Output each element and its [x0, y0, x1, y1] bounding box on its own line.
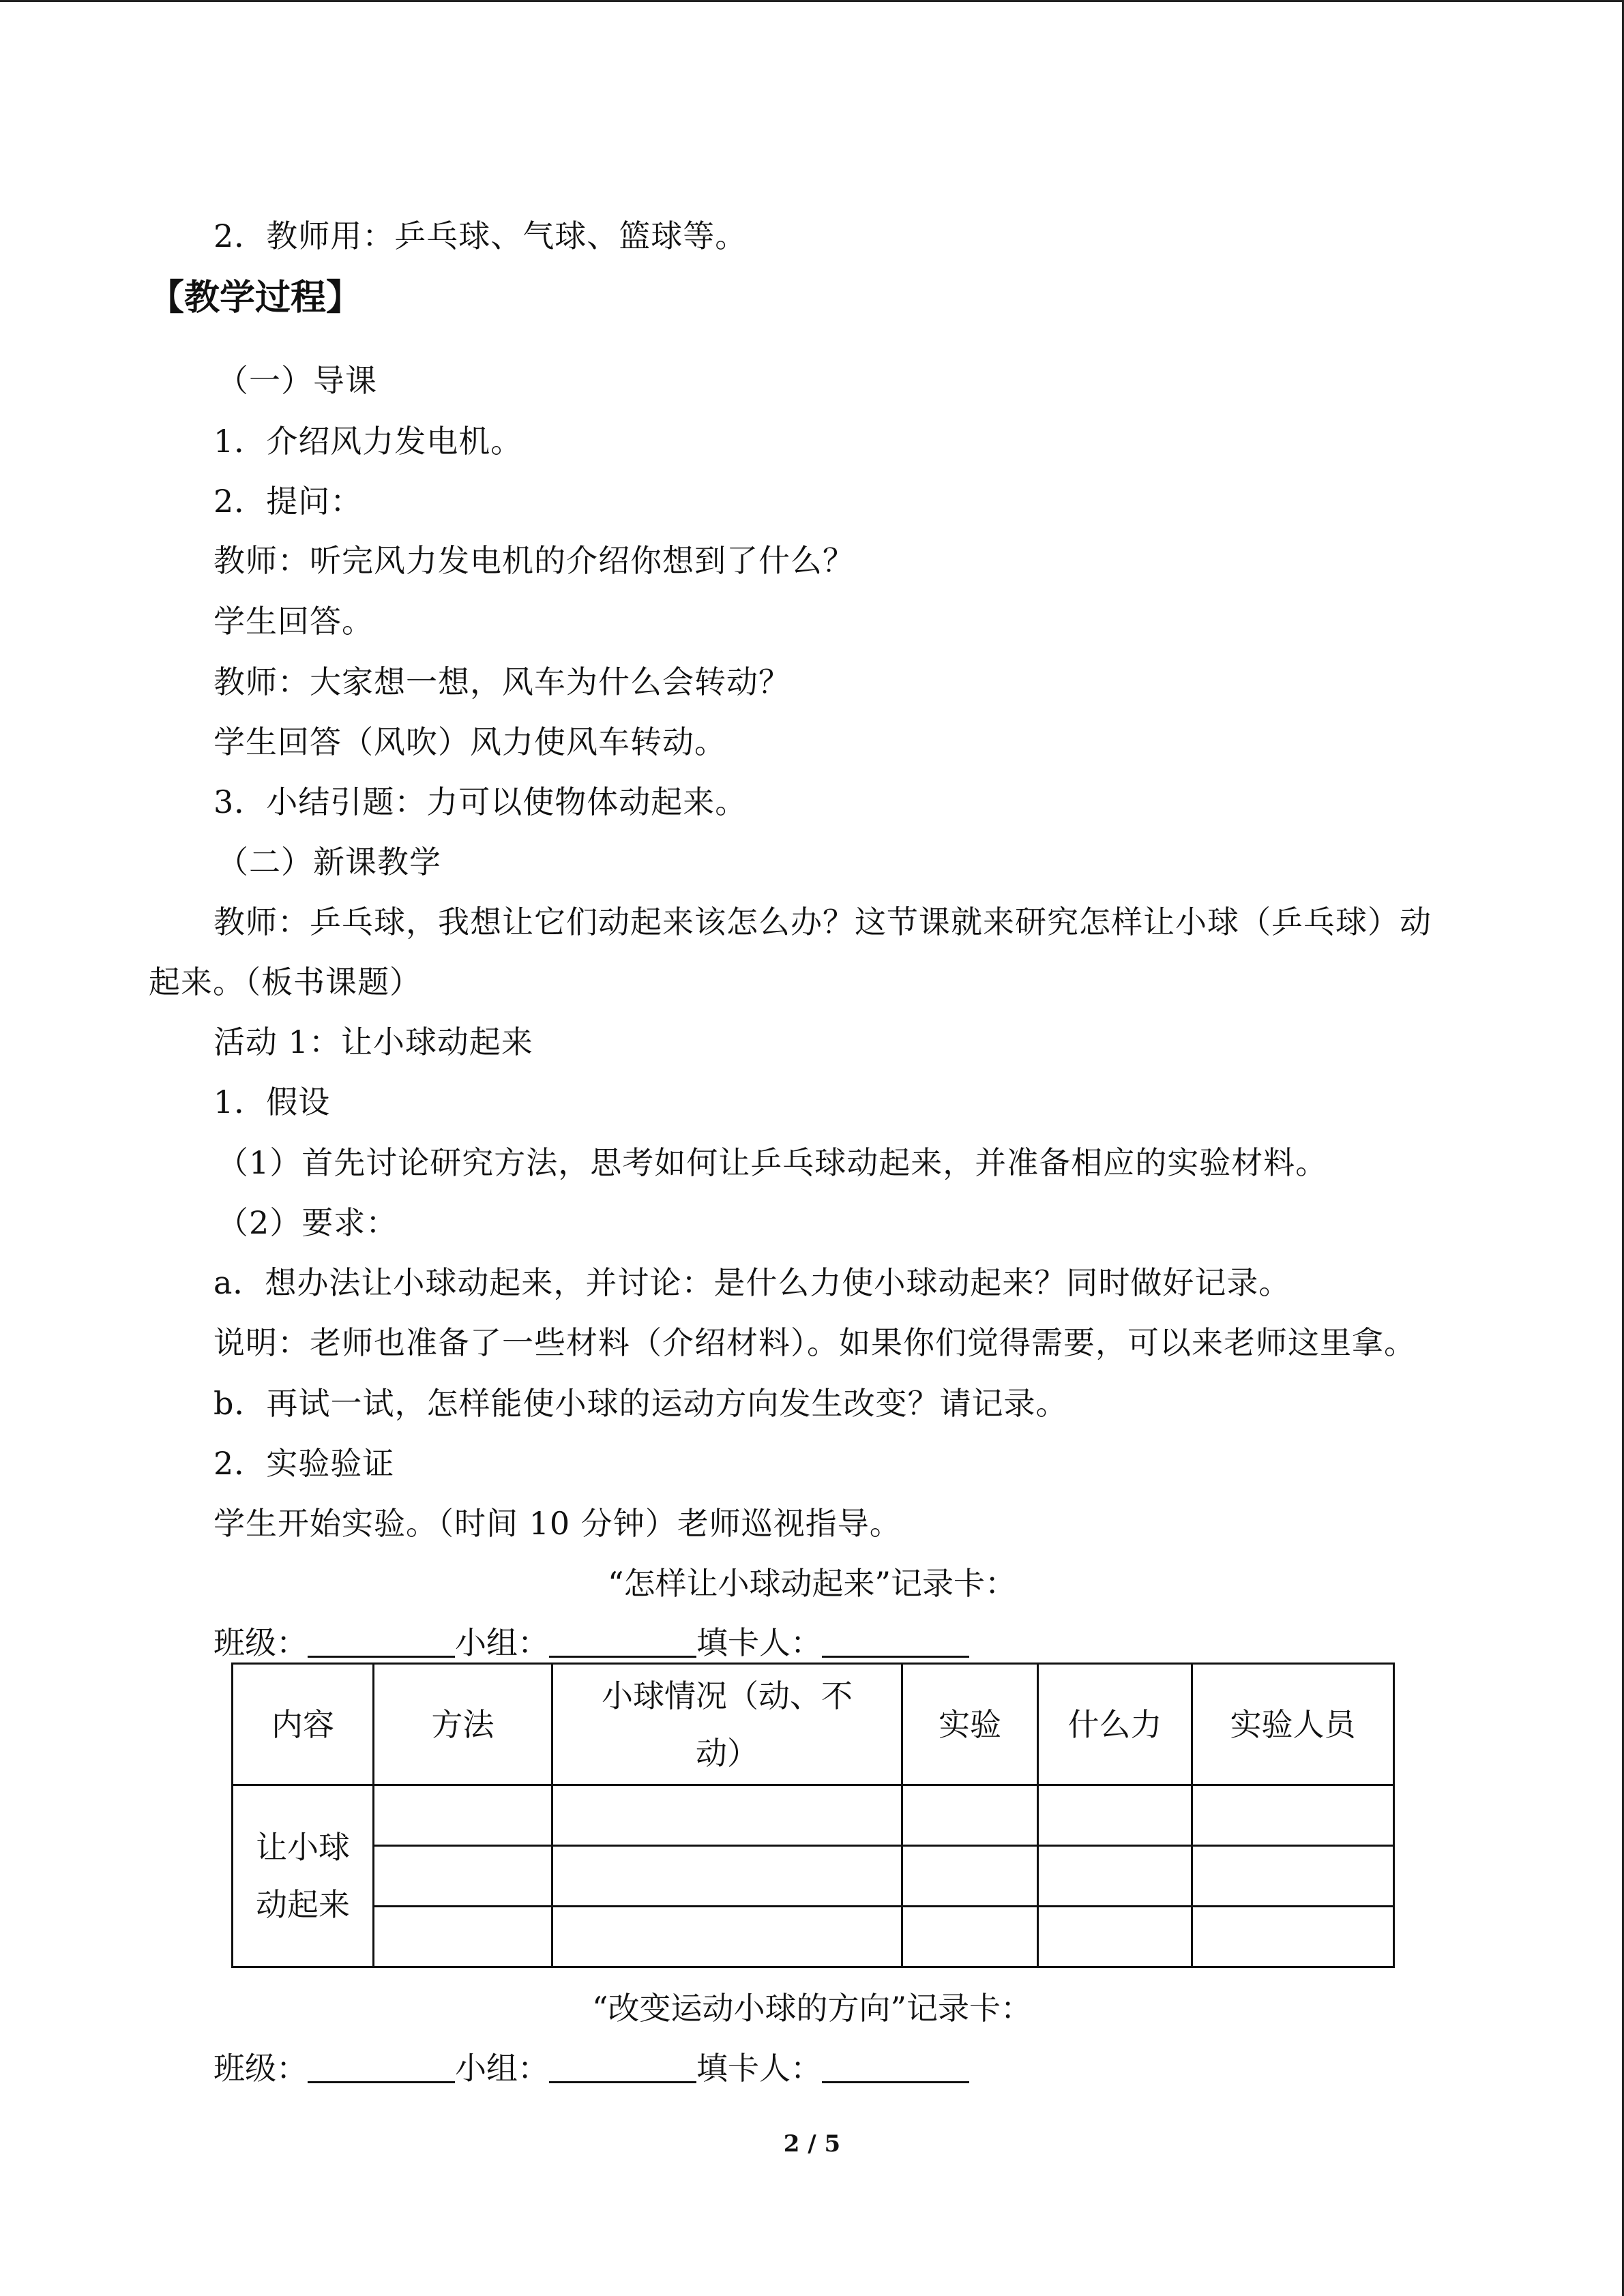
record-card-1-info [213, 1622, 969, 1664]
table-cell [1038, 1907, 1192, 1967]
group-blank [549, 2050, 696, 2083]
group-label: 小组： [455, 1624, 549, 1661]
row-label-make-ball-move: 让小球 动起来 [233, 1785, 374, 1967]
page-number: 2 / 5 [783, 2130, 841, 2158]
experiment-start: 学生开始实验。（时间 10 分钟）老师巡视指导。 [213, 1505, 902, 1542]
table-row [233, 1785, 1394, 1846]
class-label: 班级： [213, 1624, 308, 1661]
teacher-materials: 2．教师用：乒乓球、气球、篮球等。 [213, 218, 748, 254]
table-header-row [233, 1664, 1394, 1785]
header-method: 方法 [374, 1664, 552, 1785]
table-row [233, 1846, 1394, 1907]
requirements-heading: （2）要求： [217, 1204, 398, 1241]
verification-heading: 2．实验验证 [213, 1445, 395, 1482]
header-ball-status: 小球情况（动、不 动） [552, 1664, 902, 1785]
table-cell [1192, 1846, 1394, 1907]
header-experimenters: 实验人员 [1192, 1664, 1394, 1785]
group-blank [549, 1624, 696, 1658]
filler-blank [822, 2050, 969, 2083]
table-cell [552, 1785, 902, 1846]
table-cell [902, 1846, 1038, 1907]
step-1: 1．介绍风力发电机。 [213, 423, 523, 460]
student-answer-2: 学生回答（风吹）风力使风车转动。 [213, 724, 726, 760]
header-experiment: 实验 [902, 1664, 1038, 1785]
table-cell [1038, 1785, 1192, 1846]
requirement-a: a．想办法让小球动起来，并讨论：是什么力使小球动起来？同时做好记录。 [213, 1264, 1291, 1301]
table-cell [374, 1907, 552, 1967]
teacher-paragraph-line-1: 教师：乒乓球，我想让它们动起来该怎么办？这节课就来研究怎样让小球（乒乓球）动 [213, 904, 1432, 940]
intro-heading: （一）导课 [217, 362, 377, 399]
class-blank [308, 2050, 455, 2083]
table-cell [552, 1907, 902, 1967]
section-title: 【教学过程】 [149, 278, 362, 318]
table-cell [374, 1846, 552, 1907]
group-label: 小组： [455, 2050, 549, 2087]
teacher-question-1: 教师：听完风力发电机的介绍你想到了什么？ [213, 542, 855, 579]
step-3: 3．小结引题：力可以使物体动起来。 [213, 784, 748, 820]
table-cell [374, 1785, 552, 1846]
class-blank [308, 1624, 455, 1658]
new-lesson-heading: （二）新课教学 [217, 844, 441, 880]
header-which-force: 什么力 [1038, 1664, 1192, 1785]
teacher-question-2: 教师：大家想一想，风车为什么会转动？ [213, 664, 791, 700]
table-row [233, 1907, 1394, 1967]
requirement-b: b．再试一试，怎样能使小球的运动方向发生改变？请记录。 [213, 1385, 1068, 1422]
hypothesis-item-1: （1）首先讨论研究方法，思考如何让乒乓球动起来，并准备相应的实验材料。 [217, 1144, 1328, 1181]
record-card-1-title: “怎样让小球动起来”记录卡： [607, 1565, 1017, 1602]
filler-label: 填卡人： [696, 1624, 822, 1661]
table-cell [552, 1846, 902, 1907]
hypothesis-heading: 1．假设 [213, 1084, 331, 1120]
note: 说明：老师也准备了一些材料（介绍材料）。如果你们觉得需要，可以来老师这里拿。 [213, 1324, 1416, 1361]
teacher-paragraph-line-2: 起来。（板书课题） [149, 964, 422, 1000]
table-cell [902, 1785, 1038, 1846]
header-content: 内容 [233, 1664, 374, 1785]
class-label: 班级： [213, 2050, 308, 2087]
activity-1-title: 活动 1：让小球动起来 [213, 1024, 533, 1060]
step-2: 2．提问： [213, 483, 363, 520]
filler-blank [822, 1624, 969, 1658]
student-answer-1: 学生回答。 [213, 603, 374, 640]
table-cell [902, 1907, 1038, 1967]
table-cell [1192, 1785, 1394, 1846]
record-card-1-table [231, 1663, 1395, 1968]
filler-label: 填卡人： [696, 2050, 822, 2087]
table-cell [1192, 1907, 1394, 1967]
record-card-2-title: “改变运动小球的方向”记录卡： [591, 1990, 1033, 2027]
table-cell [1038, 1846, 1192, 1907]
record-card-2-info [213, 2047, 969, 2089]
